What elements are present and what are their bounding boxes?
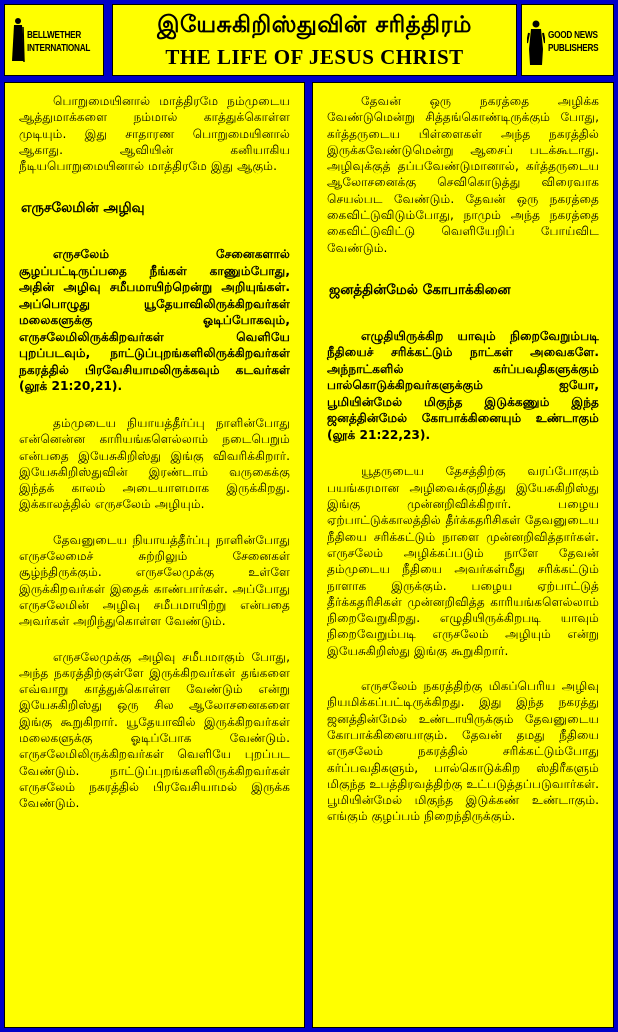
- left-paragraph-2: தம்முடைய நியாயத்தீர்ப்பு நாளின்போது என்னென்ன காரியங்களெல்லாம் நடைபெறும் என்பதை இயேசுகிறிஸ்து இங்கு விவரிக்கிறார். இயேசுகிறிஸ்துவின் இரண்டாம் வருகைக்கு இந்தக் காலம் அடையாளமாக இருக்கிறது. இக்காலத்தில் எருசலேம் அழியும்.: [19, 415, 290, 512]
- right-paragraph-2: யூதருடைய தேசத்திற்கு வரப்போகும் பயங்கரமான அழிவைக்குறித்து இயேசுகிறிஸ்து இங்கு முன்னறிவிக்கிறார். பழைய ஏற்பாட்டுக்காலத்தில் தீர்க்கதரிசிகள் தேவனுடைய நீதியை சரிக்கட்டும் நாளை முன்னறிவித்தார்கள். எருசலேம் அழிக்கப்படும் நாளே தேவன் தம்முடைய நீதியை அவர்கள்மீது சரிக்கட்டும் நாளாக இருக்கும். பழைய ஏற்பாட்டுத் தீர்க்கதரிசிகள் முன்னறிவித்த காரியங்களெல்லாம் நிறைவேறுகிறது. எழுதியிருக்கிறபடி யாவும் நிறைவேறும்படி எருசலேம் அழியும் என்று இயேசுகிறிஸ்து இங்கு கூறுகிறார்.: [327, 464, 599, 658]
- figure-silhouette-icon: [527, 19, 545, 67]
- logo-left-line2: INTERNATIONAL: [27, 43, 91, 54]
- left-paragraph-3: தேவனுடைய நியாயத்தீர்ப்பு நாளின்போது எருசலேமைச் சுற்றிலும் சேனைகள் சூழ்ந்திருக்கும். எருசலேமுக்கு உள்ளே இருக்கிறவர்கள் இதைக் காண்பார்கள். அப்போது எருசலேமின் அழிவு சமீபமாயிற்று என்பதை அவர்கள் அறிந்துகொள்ள வேண்டும்.: [19, 532, 290, 629]
- left-column: [4, 82, 305, 1028]
- quote-text: எழுதியிருக்கிற யாவும் நிறைவேறும்படி நீதியைச் சரிக்கட்டும் நாட்கள் அவைகளே. அந்நாட்களில் கர்ப்பவதிகளுக்கும் பால்கொடுக்கிறவர்களுக்கும் ஐயோ, பூமியின்மேல் மிகுந்த இடுக்கணும் இந்த ஜனத்தின்மேல் கோபாக்கினையும் உண்டாகும்: [327, 328, 599, 426]
- logo-right-line1: GOOD NEWS: [548, 30, 598, 41]
- title-banner: [112, 4, 517, 76]
- logo-right-line2: PUBLISHERS: [548, 43, 599, 54]
- right-paragraph-3: எருசலேம் நகரத்திற்கு மிகப்பெரிய அழிவு நியமிக்கப்பட்டிருக்கிறது. இது இந்த நகரத்து ஜனத்தின்மேல் உண்டாயிருக்கும் தேவனுடைய கோபாக்கினையாகும். தேவன் தமது நீதியை எருசலேம் நகரத்தில் சரிக்கட்டும்போது கர்ப்பவதிகளும், பால்கொடுக்கிற ஸ்திரீகளும் மிகுந்த உபத்திரவத்திற்கு உட்படுத்தப்படுவார்கள். பூமியின்மேல் மிகுந்த இடுக்கண் உண்டாகும். எங்கும் குழப்பம் நிறைந்திருக்கும்.: [327, 679, 599, 824]
- scripture-reference: (லூக் 21:22,23).: [327, 427, 431, 442]
- good-news-logo: [521, 4, 614, 76]
- bellwether-logo: [4, 4, 104, 76]
- section-heading-jerusalem-destruction: எருசலேமின் அழிவு: [21, 200, 145, 217]
- logo-left-line1: BELLWETHER: [27, 30, 82, 41]
- title-tamil: இயேசுகிறிஸ்துவின் சரித்திரம்: [157, 12, 472, 38]
- right-paragraph-1: தேவன் ஒரு நகரத்தை அழிக்க வேண்டுமென்று சித்தங்கொண்டிருக்கும் போது, கர்த்தருடைய பிள்ளைகள் அந்த நகரத்தில் இருக்கவேண்டுமென்று ஆசைப் படக்கூடாது. அழிவுக்குத் தப்பவேண்டுமானால், கர்த்தருடைய ஆலோசனைக்கு செவிகொடுத்து விரைவாக செயல்பட வேண்டும். தேவன் ஒரு நகரத்தை கைவிட்டுவிடும்போது, நாமும் அந்த நகரத்தை கைவிட்டுவிட்டு வெளியேறிப் போய்விட வேண்டும்.: [327, 94, 599, 255]
- scripture-quote: [327, 328, 599, 444]
- left-paragraph-4: எருசலேமுக்கு அழிவு சமீபமாகும் போது, அந்த நகரத்திற்குள்ளே இருக்கிறவர்கள் தங்களை எவ்வாறு காத்துக்கொள்ள வேண்டும் என்று இயேசுகிறிஸ்து ஒரு சில ஆலோசனைகளை இங்கு கூறுகிறார். யூதேயாவில் இருக்கிறவர்கள் மலைகளுக்கு ஓடிப்போக வேண்டும். எருசலேமிலிருக்கிறவர்கள் வெளியே புறப்பட வேண்டும். நாட்டுப்புறங்களிலிருக்கிறவர்கள் எருசலேம் நகரத்தில் பிரவேசியாமல் இருக்க வேண்டும்.: [19, 649, 290, 811]
- scripture-quote: [19, 246, 290, 395]
- title-english: THE LIFE OF JESUS CHRIST: [165, 45, 464, 69]
- quote-text: எருசலேம் சேனைகளால் சூழப்பட்டிருப்பதை நீங்கள் காணும்போது, அதின் அழிவு சமீபமாயிற்றென்று அறியுங்கள். அப்பொழுது யூதேயாவிலிருக்கிறவர்கள் மலைகளுக்கு ஓடிப்போகவும், எருசலேமிலிருக்கிறவர்கள் வெளியே புறப்படவும், நாட்டுப்புறங்களிலிருக்கிறவர்கள் நகரத்தில் பிரவேசியாமலிருக்கவும் கடவர்கள்: [19, 247, 290, 377]
- left-paragraph-1: பொறுமையினால் மாத்திரமே நம்முடைய ஆத்துமாக்களை நம்மால் காத்துக்கொள்ள முடியும். இது சாதாரண பொறுமையினால் ஆகாது. ஆவியின் கனியாகிய நீடியபொறுமையினால் மாத்திரமே இது ஆகும்.: [19, 94, 290, 174]
- shepherd-figure-icon: [11, 17, 25, 63]
- section-heading-wrath: ஜனத்தின்மேல் கோபாக்கினை: [329, 281, 511, 298]
- right-column: [312, 82, 614, 1028]
- scripture-reference: (லூக் 21:20,21).: [19, 379, 123, 394]
